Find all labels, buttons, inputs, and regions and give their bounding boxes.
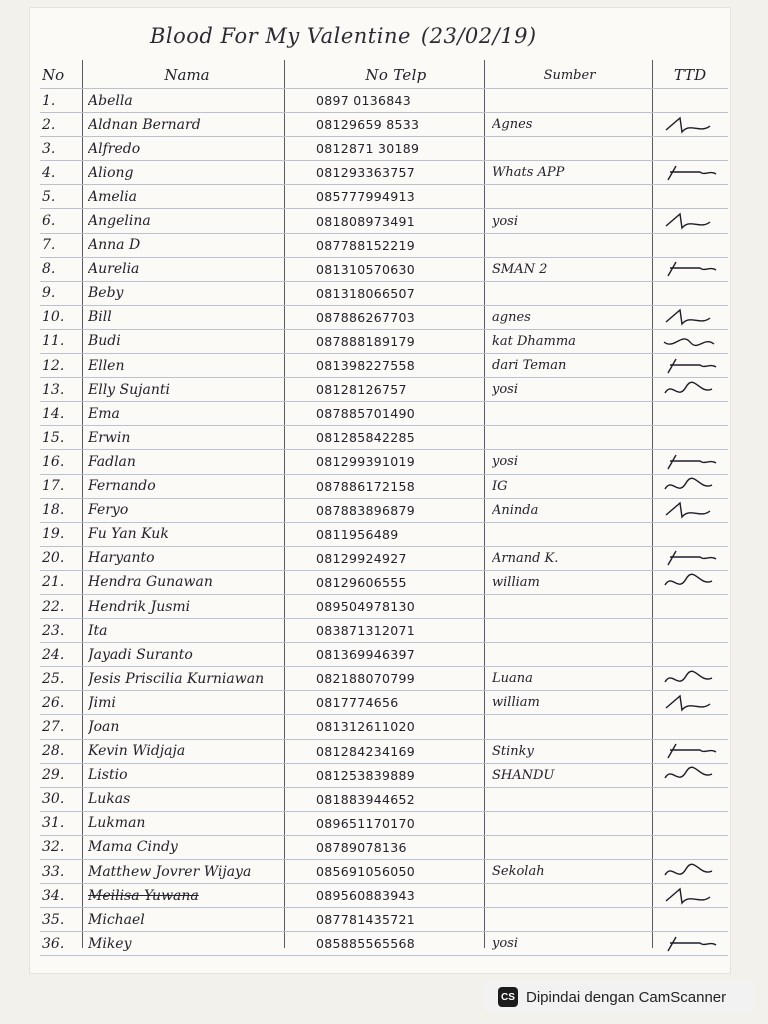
table-row [40, 667, 728, 691]
cell-ttd [655, 209, 725, 232]
header-nama: Nama [164, 66, 210, 84]
cell-nama: Alfredo [88, 140, 141, 157]
cell-ttd [655, 740, 725, 763]
table-row [40, 691, 728, 715]
cell-no: 9. [42, 285, 56, 302]
cell-ttd [655, 788, 725, 811]
cell-nama: Fernando [88, 478, 156, 495]
cell-nama: Meilisa Yuwana [88, 887, 199, 904]
cell-no: 30. [42, 791, 65, 808]
cell-telp: 085777994913 [316, 189, 416, 205]
cell-nama: Jesis Priscilia Kurniawan [88, 670, 265, 687]
signature-mark [660, 210, 720, 232]
cell-ttd [655, 547, 725, 570]
table-header-row [40, 62, 728, 89]
cell-no: 14. [42, 405, 65, 422]
cell-telp: 08128126757 [316, 382, 407, 398]
table-row [40, 884, 728, 908]
cell-telp: 087788152219 [316, 237, 416, 253]
cell-telp: 081318066507 [316, 285, 416, 301]
table-row [40, 209, 728, 233]
cell-sumber: agnes [492, 309, 531, 325]
cell-telp: 081310570630 [316, 261, 416, 277]
cell-ttd [655, 475, 725, 498]
cell-ttd [655, 161, 725, 184]
cell-sumber [492, 643, 647, 666]
cell-telp: 08129606555 [316, 574, 407, 590]
signature-mark [660, 861, 720, 883]
cell-ttd [655, 378, 725, 401]
cell-telp: 08129659 8533 [316, 117, 420, 133]
table-row [40, 330, 728, 354]
cell-telp: 081398227558 [316, 358, 416, 374]
cell-sumber [492, 619, 647, 642]
cell-sumber: Luana [492, 671, 533, 687]
cell-ttd [655, 932, 725, 955]
cell-no: 13. [42, 381, 65, 398]
table-row [40, 475, 728, 499]
cell-nama: Haryanto [88, 550, 155, 567]
cell-telp: 087781435721 [316, 912, 416, 928]
cell-telp: 081312611020 [316, 719, 416, 735]
cell-nama: Jayadi Suranto [88, 646, 193, 663]
cell-ttd [655, 450, 725, 473]
signature-mark [660, 355, 720, 377]
cell-nama: Fu Yan Kuk [88, 526, 169, 543]
cell-ttd [655, 643, 725, 666]
cell-nama: Aurelia [88, 261, 140, 278]
table-body [40, 89, 728, 956]
cell-no: 28. [42, 743, 65, 760]
cell-sumber [492, 884, 647, 907]
signature-mark [660, 306, 720, 328]
cell-nama: Matthew Jovrer Wijaya [88, 863, 252, 880]
cell-telp: 081293363757 [316, 165, 416, 181]
cell-nama: Feryo [88, 502, 129, 519]
cell-ttd [655, 764, 725, 787]
cell-telp: 089651170170 [316, 815, 416, 831]
cell-sumber [492, 836, 647, 859]
cell-ttd [655, 715, 725, 738]
signature-mark [660, 668, 720, 690]
table-row [40, 426, 728, 450]
table-row [40, 450, 728, 474]
signature-mark [660, 451, 720, 473]
signature-mark [660, 692, 720, 714]
cell-no: 4. [42, 164, 56, 181]
cell-no: 23. [42, 622, 65, 639]
cell-no: 6. [42, 213, 56, 230]
cell-no: 18. [42, 502, 65, 519]
cell-no: 31. [42, 815, 65, 832]
cell-no: 19. [42, 526, 65, 543]
signature-mark [660, 885, 720, 907]
cell-sumber: Whats APP [492, 165, 565, 181]
cell-telp: 0812871 30189 [316, 141, 420, 157]
cell-nama: Mikey [88, 935, 132, 952]
cell-no: 24. [42, 646, 65, 663]
cell-ttd [655, 426, 725, 449]
cell-sumber [492, 185, 647, 208]
camscanner-text: Dipindai dengan CamScanner [526, 988, 727, 1006]
table-row [40, 499, 728, 523]
header-no: No [42, 66, 65, 84]
table-row [40, 764, 728, 788]
table-row [40, 378, 728, 402]
cell-nama: Ita [88, 622, 108, 639]
cell-ttd [655, 619, 725, 642]
table-row [40, 354, 728, 378]
cell-nama: Jimi [88, 694, 116, 711]
cell-telp: 089560883943 [316, 888, 416, 904]
page-title [150, 24, 620, 48]
signature-mark [660, 547, 720, 569]
cell-telp: 08789078136 [316, 839, 407, 855]
cell-no: 11. [42, 333, 65, 350]
cell-nama: Joan [88, 718, 120, 735]
cell-telp: 085691056050 [316, 864, 416, 880]
cell-sumber [492, 89, 647, 112]
cell-sumber: SHANDU [492, 767, 555, 783]
camscanner-logo-icon: CS [498, 987, 518, 1007]
signature-mark [660, 740, 720, 762]
cell-telp: 087885701490 [316, 406, 416, 422]
table-row [40, 306, 728, 330]
cell-no: 21. [42, 574, 65, 591]
table-row [40, 258, 728, 282]
cell-sumber: Sekolah [492, 864, 545, 880]
cell-telp: 081808973491 [316, 213, 416, 229]
table-row [40, 643, 728, 667]
cell-telp: 0811956489 [316, 526, 399, 542]
cell-no: 26. [42, 694, 65, 711]
table-row [40, 788, 728, 812]
cell-sumber: Stinky [492, 743, 534, 759]
cell-sumber: william [492, 574, 540, 590]
cell-telp: 089504978130 [316, 599, 416, 615]
cell-telp: 081284234169 [316, 743, 416, 759]
cell-ttd [655, 836, 725, 859]
cell-telp: 0897 0136843 [316, 93, 412, 109]
cell-no: 8. [42, 261, 56, 278]
cell-sumber: yosi [492, 454, 518, 470]
cell-telp: 081253839889 [316, 767, 416, 783]
cell-nama: Aldnan Bernard [88, 116, 201, 133]
cell-nama: Bill [88, 309, 112, 326]
cell-ttd [655, 667, 725, 690]
cell-ttd [655, 860, 725, 883]
cell-sumber [492, 282, 647, 305]
header-telp: No Telp [365, 66, 427, 84]
table-row [40, 161, 728, 185]
table-row [40, 908, 728, 932]
title-date: (23/02/19) [420, 24, 537, 48]
cell-ttd [655, 89, 725, 112]
signature-mark [660, 330, 720, 352]
cell-no: 16. [42, 453, 65, 470]
cell-nama: Angelina [88, 213, 151, 230]
camscanner-watermark [484, 982, 754, 1012]
cell-nama: Lukas [88, 791, 131, 808]
signature-mark [660, 571, 720, 593]
cell-no: 5. [42, 188, 56, 205]
cell-no: 36. [42, 935, 65, 952]
cell-no: 25. [42, 670, 65, 687]
cell-no: 33. [42, 863, 65, 880]
cell-no: 34. [42, 887, 65, 904]
cell-telp: 081883944652 [316, 791, 416, 807]
cell-nama: Fadlan [88, 453, 136, 470]
cell-telp: 087888189179 [316, 333, 416, 349]
cell-nama: Erwin [88, 429, 131, 446]
table-row [40, 89, 728, 113]
header-sumber: Sumber [543, 67, 596, 83]
cell-no: 20. [42, 550, 65, 567]
cell-ttd [655, 402, 725, 425]
cell-nama: Hendra Gunawan [88, 574, 213, 591]
table-row [40, 234, 728, 258]
signature-mark [660, 114, 720, 136]
cell-sumber: dari Teman [492, 358, 567, 374]
cell-ttd [655, 812, 725, 835]
cell-sumber: william [492, 695, 540, 711]
cell-no: 1. [42, 92, 56, 109]
cell-nama: Lukman [88, 815, 146, 832]
table-row [40, 836, 728, 860]
cell-sumber [492, 908, 647, 931]
cell-no: 7. [42, 237, 56, 254]
cell-ttd [655, 354, 725, 377]
cell-sumber: SMAN 2 [492, 261, 548, 277]
cell-ttd [655, 113, 725, 136]
cell-ttd [655, 595, 725, 618]
cell-nama: Amelia [88, 188, 137, 205]
cell-sumber [492, 788, 647, 811]
cell-telp: 087886172158 [316, 478, 416, 494]
cell-sumber [492, 523, 647, 546]
cell-nama: Ema [88, 405, 120, 422]
cell-ttd [655, 137, 725, 160]
cell-sumber: Arnand K. [492, 550, 559, 566]
cell-sumber: Agnes [492, 117, 533, 133]
table-row [40, 860, 728, 884]
cell-no: 35. [42, 911, 65, 928]
cell-sumber: yosi [492, 382, 518, 398]
table-row [40, 113, 728, 137]
signature-mark [660, 379, 720, 401]
cell-telp: 081299391019 [316, 454, 416, 470]
cell-no: 15. [42, 429, 65, 446]
cell-telp: 08129924927 [316, 550, 407, 566]
cell-nama: Michael [88, 911, 145, 928]
cell-nama: Kevin Widjaja [88, 743, 186, 760]
cell-telp: 087886267703 [316, 309, 416, 325]
cell-sumber [492, 426, 647, 449]
cell-nama: Mama Cindy [88, 839, 178, 856]
table-row [40, 619, 728, 643]
title-text: Blood For My Valentine [150, 24, 411, 48]
cell-no: 27. [42, 718, 65, 735]
cell-telp: 087883896879 [316, 502, 416, 518]
cell-nama: Elly Sujanti [88, 381, 170, 398]
table-row [40, 571, 728, 595]
cell-ttd [655, 523, 725, 546]
cell-ttd [655, 185, 725, 208]
table-row [40, 137, 728, 161]
cell-no: 17. [42, 478, 65, 495]
cell-no: 12. [42, 357, 65, 374]
cell-ttd [655, 908, 725, 931]
table-row [40, 523, 728, 547]
table-row [40, 547, 728, 571]
cell-telp: 083871312071 [316, 623, 416, 639]
cell-sumber [492, 137, 647, 160]
cell-ttd [655, 282, 725, 305]
cell-telp: 082188070799 [316, 671, 416, 687]
table-row [40, 715, 728, 739]
cell-ttd [655, 234, 725, 257]
cell-no: 10. [42, 309, 65, 326]
signature-mark [660, 764, 720, 786]
cell-sumber: kat Dhamma [492, 333, 576, 349]
cell-sumber [492, 812, 647, 835]
cell-sumber [492, 402, 647, 425]
cell-sumber [492, 234, 647, 257]
cell-telp: 085885565568 [316, 936, 416, 952]
cell-no: 3. [42, 140, 56, 157]
cell-ttd [655, 571, 725, 594]
table-row [40, 402, 728, 426]
signature-mark [660, 258, 720, 280]
table-row [40, 595, 728, 619]
cell-no: 29. [42, 767, 65, 784]
cell-nama: Listio [88, 767, 128, 784]
cell-sumber: IG [492, 478, 508, 494]
signature-mark [660, 475, 720, 497]
cell-sumber: Aninda [492, 502, 539, 518]
cell-sumber [492, 715, 647, 738]
cell-telp: 0817774656 [316, 695, 399, 711]
table-row [40, 185, 728, 209]
cell-no: 32. [42, 839, 65, 856]
signature-mark [660, 933, 720, 955]
signature-mark [660, 162, 720, 184]
cell-ttd [655, 884, 725, 907]
cell-nama: Budi [88, 333, 121, 350]
table-row [40, 812, 728, 836]
header-ttd: TTD [673, 66, 707, 84]
cell-nama: Ellen [88, 357, 125, 374]
cell-ttd [655, 330, 725, 353]
cell-no: 2. [42, 116, 56, 133]
cell-sumber: yosi [492, 213, 518, 229]
cell-ttd [655, 499, 725, 522]
table-row [40, 740, 728, 764]
cell-nama: Beby [88, 285, 124, 302]
cell-no: 22. [42, 598, 65, 615]
cell-ttd [655, 691, 725, 714]
signup-table [40, 62, 728, 956]
cell-nama: Anna D [88, 237, 141, 254]
signature-mark [660, 499, 720, 521]
cell-sumber [492, 595, 647, 618]
cell-telp: 081369946397 [316, 647, 416, 663]
cell-ttd [655, 258, 725, 281]
table-row [40, 282, 728, 306]
cell-nama: Abella [88, 92, 133, 109]
cell-nama: Aliong [88, 164, 134, 181]
table-row [40, 932, 728, 956]
cell-sumber: yosi [492, 936, 518, 952]
cell-nama: Hendrik Jusmi [88, 598, 191, 615]
cell-telp: 081285842285 [316, 430, 416, 446]
cell-ttd [655, 306, 725, 329]
